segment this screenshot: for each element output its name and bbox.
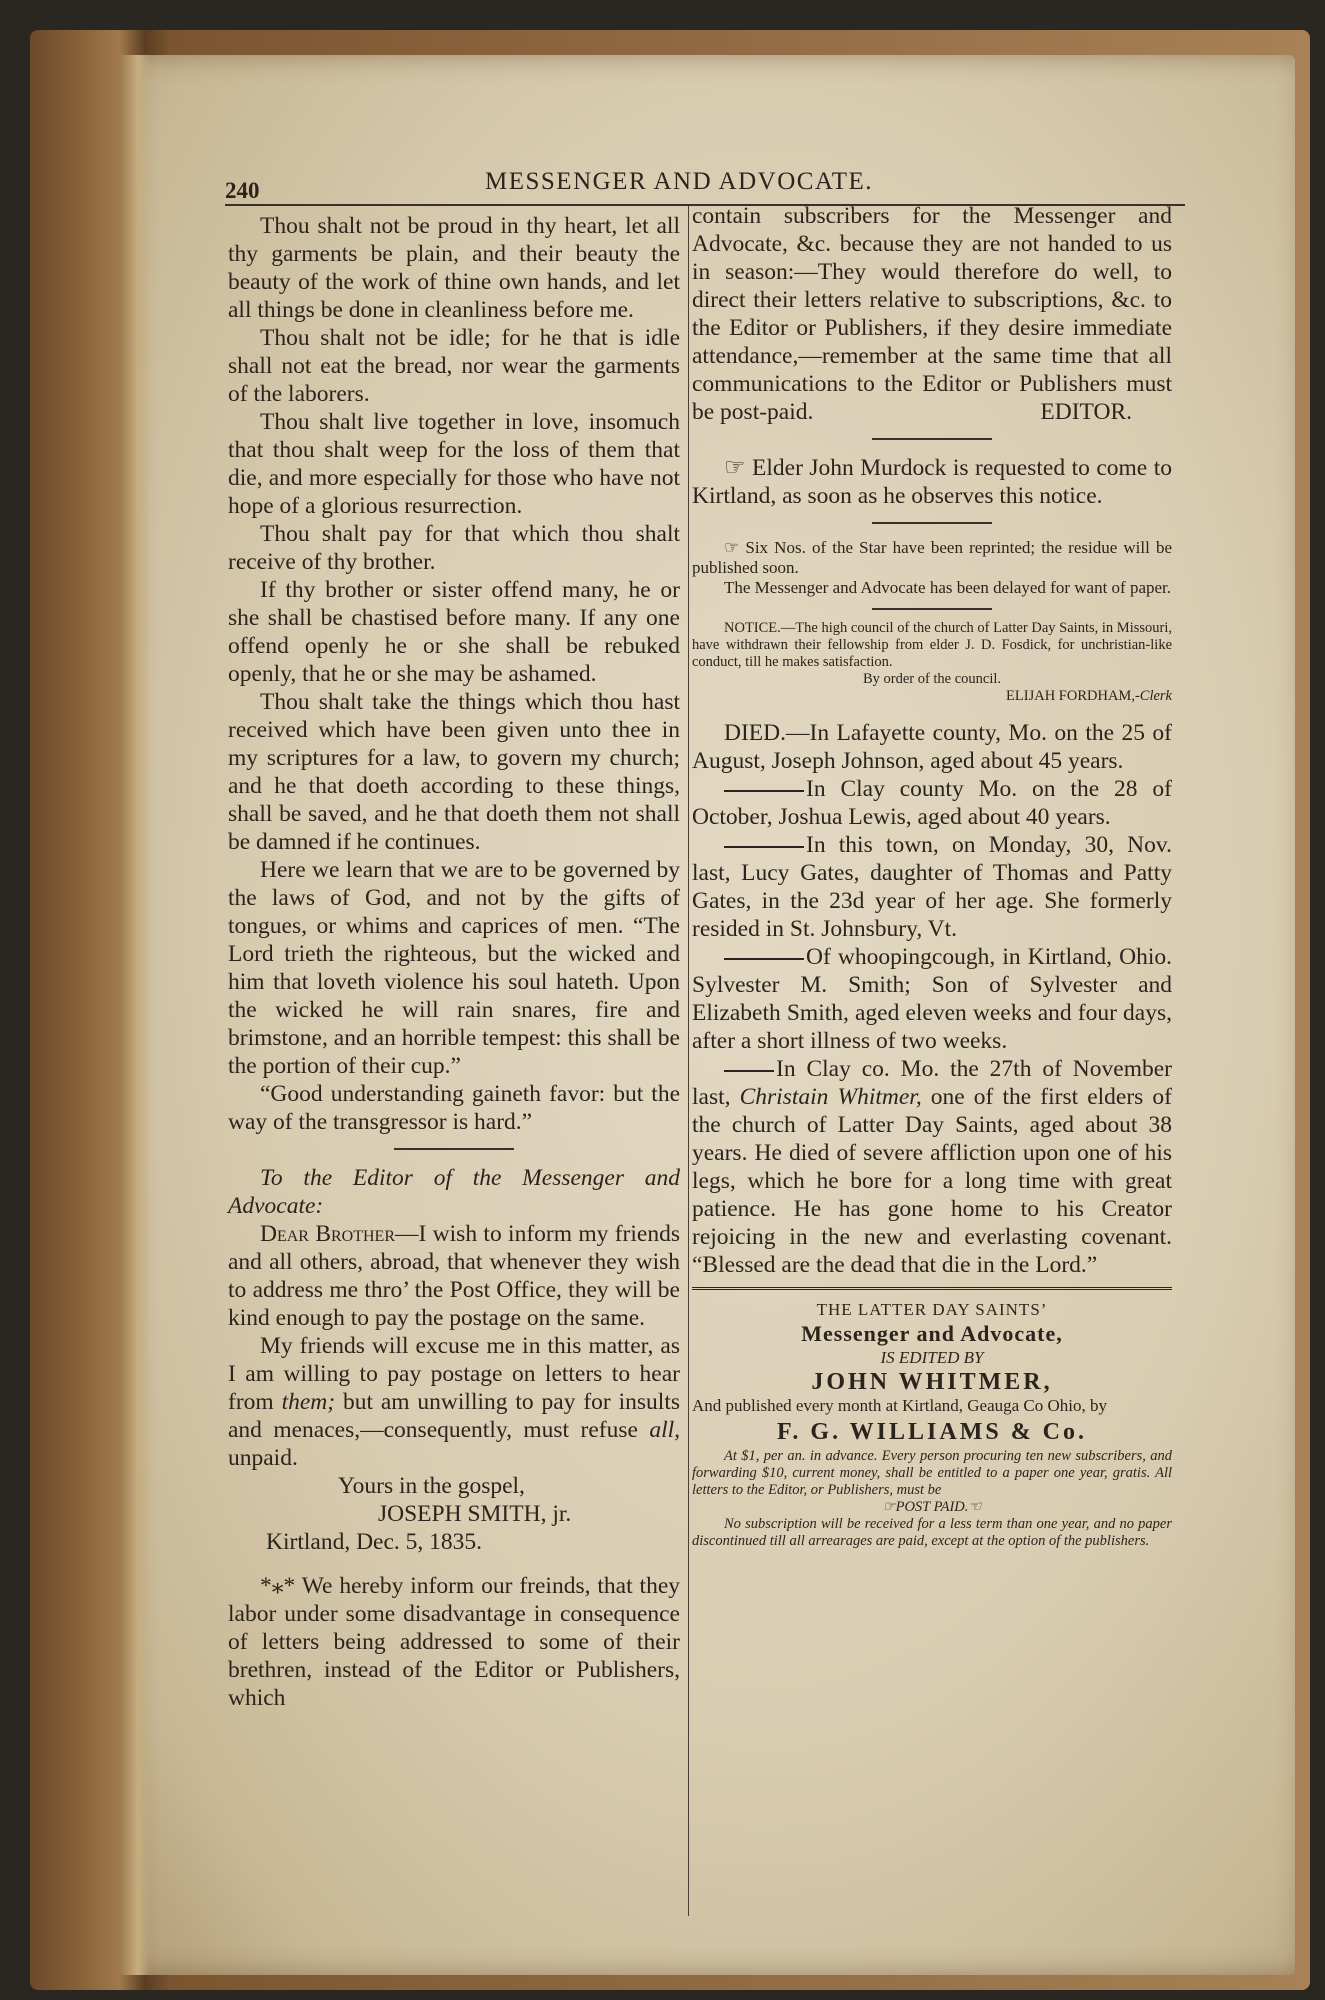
letter-heading: To the Editor of the Messenger and Advocate:	[228, 1165, 680, 1219]
clerk-name: ELIJAH FORDHAM,	[1006, 688, 1135, 704]
death-text: In Clay co. Mo. the 27th of November last,	[692, 1056, 1172, 1110]
death-notice	[692, 775, 1172, 831]
letter-dateline: Kirtland, Dec. 5, 1835.	[266, 1529, 483, 1555]
death-text: In Clay county Mo. on the 28 of October, Joshua Lewis, aged about 40 years.	[692, 776, 1172, 830]
masthead-published: And published every month at Kirtland, Geauga Co Ohio, by	[692, 1396, 1108, 1415]
masthead-terms: At $1, per an. in advance. Every person procuring ten new subscribers, and forwarding $10, current money, shall be entitled to a paper one year, gratis. All letters to the Editor, or Publishers, must be	[692, 1448, 1172, 1498]
right-column	[692, 202, 1172, 1550]
dash-rule	[724, 790, 804, 792]
notice-text: We hereby inform our freinds, that they labor under some disadvantage in consequence of letters being addressed to some of their brethren, instead of the Editor or Publishers, which	[228, 1573, 680, 1711]
asterism: *⁎*	[260, 1573, 296, 1599]
death-notice	[692, 1055, 1172, 1279]
star-text: Six Nos. of the Star have been reprinted; the residue will be published soon.	[692, 538, 1172, 577]
masthead-publisher: F. G. WILLIAMS & Co.	[776, 1419, 1088, 1445]
letter-paragraph	[228, 1332, 680, 1472]
dash-rule	[724, 958, 804, 960]
delay-notice: The Messenger and Advocate has been delayed for want of paper.	[724, 578, 1172, 597]
dash-rule	[724, 846, 804, 848]
murdock-notice	[692, 454, 1172, 510]
paragraph: Thou shalt pay for that which thou shalt receive of thy brother.	[228, 521, 680, 575]
council-text: —The high council of the church of Latter Day Saints, in Missouri, have withdrawn their fellowship from elder J. D. Fosdick, for unchristian-like conduct, till he makes satisfaction.	[692, 620, 1172, 670]
paragraph: Thou shalt take the things which thou hast received which have been given unto thee in my scriptures for a law, to govern my church; and he that doeth according to these things, shall be saved, and he that doeth them not shall be damned if he continues.	[228, 689, 680, 855]
death-name: Christain Whitmer,	[739, 1084, 922, 1110]
masthead-closing: No subscription will be received for a less term than one year, and no paper discontinued till all arrearages are paid, except at the option of the publishers.	[692, 1516, 1172, 1549]
page-number: 240	[225, 178, 260, 203]
masthead-title: Messenger and Advocate,	[801, 1321, 1063, 1346]
death-text: one of the first elders of the church of Latter Day Saints, aged about 38 years. He died of severe affliction upon one of his legs, which he bore for a long time with great patience. He has gone home to his Creator rejoicing in the new and everlasting covenant. “Blessed are the dead that die in the Lord.”	[692, 1084, 1172, 1278]
section-divider	[872, 608, 992, 610]
paragraph: “Good understanding gaineth favor: but the way of the transgressor is hard.”	[228, 1081, 680, 1135]
council-notice	[692, 620, 1172, 671]
section-divider	[394, 1148, 514, 1150]
death-notice	[692, 831, 1172, 943]
paragraph: Thou shalt not be proud in thy heart, let all thy garments be plain, and their beauty the beauty of the work of thine own hands, and let all things be done in cleanliness before me.	[228, 213, 680, 323]
letter-text: —I wish to inform my friends and all others, abroad, that whenever they wish to address me thro’ the Post Office, they will be kind enough to pay the postage on the same.	[228, 1221, 680, 1331]
letter-close: Yours in the gospel,	[338, 1473, 525, 1499]
notice-paragraph	[228, 1572, 680, 1712]
paragraph: If thy brother or sister offend many, he or she shall be chastised before many. If any one offend openly he or she shall be rebuked openly, that he or she may be ashamed.	[228, 577, 680, 687]
death-text: Of whoopingcough, in Kirtland, Ohio. Sylvester M. Smith; Son of Sylvester and Elizabeth Smith, aged eleven weeks and four days, after a short illness of two weeks.	[692, 944, 1172, 1054]
column-rule	[688, 206, 689, 1916]
masthead-edited-by: IS EDITED BY	[880, 1348, 984, 1367]
died-label: DIED.	[724, 720, 786, 746]
paragraph: Thou shalt live together in love, insomuch that thou shalt weep for the loss of them that die, and more especially for those who have not hope of a glorious resurrection.	[228, 409, 680, 519]
pointing-hand-icon: ☞	[724, 538, 740, 557]
council-clerk	[692, 688, 1172, 705]
masthead-editor: JOHN WHITMER,	[811, 1369, 1053, 1395]
continued-text: contain subscribers for the Messenger and Advocate, &c. because they are not handed to us in season:—They would therefore do well, to direct their letters relative to subscriptions, &c. to the Editor or Publishers, if they desire immediate attendance,—remember at the same time that all communications to the Editor or Publishers must be post-paid.	[692, 203, 1172, 425]
death-text: —In Lafayette county, Mo. on the 25 of August, Joseph Johnson, aged about 45 years.	[692, 720, 1172, 774]
letter-salutation: Dear Brother	[260, 1221, 395, 1247]
death-text: In this town, on Monday, 30, Nov. last, Lucy Gates, daughter of Thomas and Patty Gates, in the 23d year of her age. She formerly resided in St. Johnsbury, Vt.	[692, 832, 1172, 942]
clerk-title: -Clerk	[1134, 688, 1172, 704]
paragraph: Thou shalt not be idle; for he that is idle shall not eat the bread, nor wear the garments of the laborers.	[228, 325, 680, 407]
letter-emphasis: them;	[281, 1389, 336, 1415]
council-label: NOTICE.	[724, 620, 781, 636]
dash-rule	[724, 1070, 774, 1072]
page-header	[225, 168, 1185, 204]
letter-text: but am unwilling to pay for insults and menaces,—consequently, must refuse	[228, 1389, 680, 1443]
death-notice	[692, 943, 1172, 1055]
letter-text: unpaid.	[228, 1445, 298, 1471]
masthead-post-paid: ☞POST PAID.☜	[882, 1499, 982, 1515]
letter-emphasis: all,	[649, 1417, 680, 1443]
section-divider	[872, 438, 992, 440]
masthead	[692, 1300, 1172, 1550]
page-gutter-shadow	[120, 55, 150, 1975]
paragraph: Here we learn that we are to be governed by the laws of God, and not by the gifts of tongues, or whims and caprices of men. “The Lord trieth the righteous, but the wicked and him that loveth violence his soul hateth. Upon the wicked he will rain snares, fire and brimstone, and an horrible tempest: this shall be the portion of their cup.”	[228, 857, 680, 1079]
masthead-line: THE LATTER DAY SAINTS’	[816, 1300, 1048, 1319]
left-column	[228, 212, 680, 1712]
council-order: By order of the council.	[862, 671, 1002, 687]
running-head: MESSENGER AND ADVOCATE.	[485, 168, 874, 195]
murdock-text: Elder John Murdock is requested to come to Kirtland, as soon as he observes this notice.	[692, 455, 1172, 509]
letter-signature: JOSEPH SMITH, jr.	[378, 1501, 572, 1527]
masthead-rule	[692, 1287, 1172, 1290]
star-notice	[692, 538, 1172, 578]
pointing-hand-icon: ☞	[724, 455, 746, 481]
section-divider	[872, 522, 992, 524]
death-notice	[692, 719, 1172, 775]
letter-paragraph	[228, 1220, 680, 1332]
editor-sign: EDITOR.	[1040, 399, 1132, 425]
letter-text: My friends will excuse me in this matter, as I am willing to pay postage on letters to hear from	[228, 1333, 680, 1415]
